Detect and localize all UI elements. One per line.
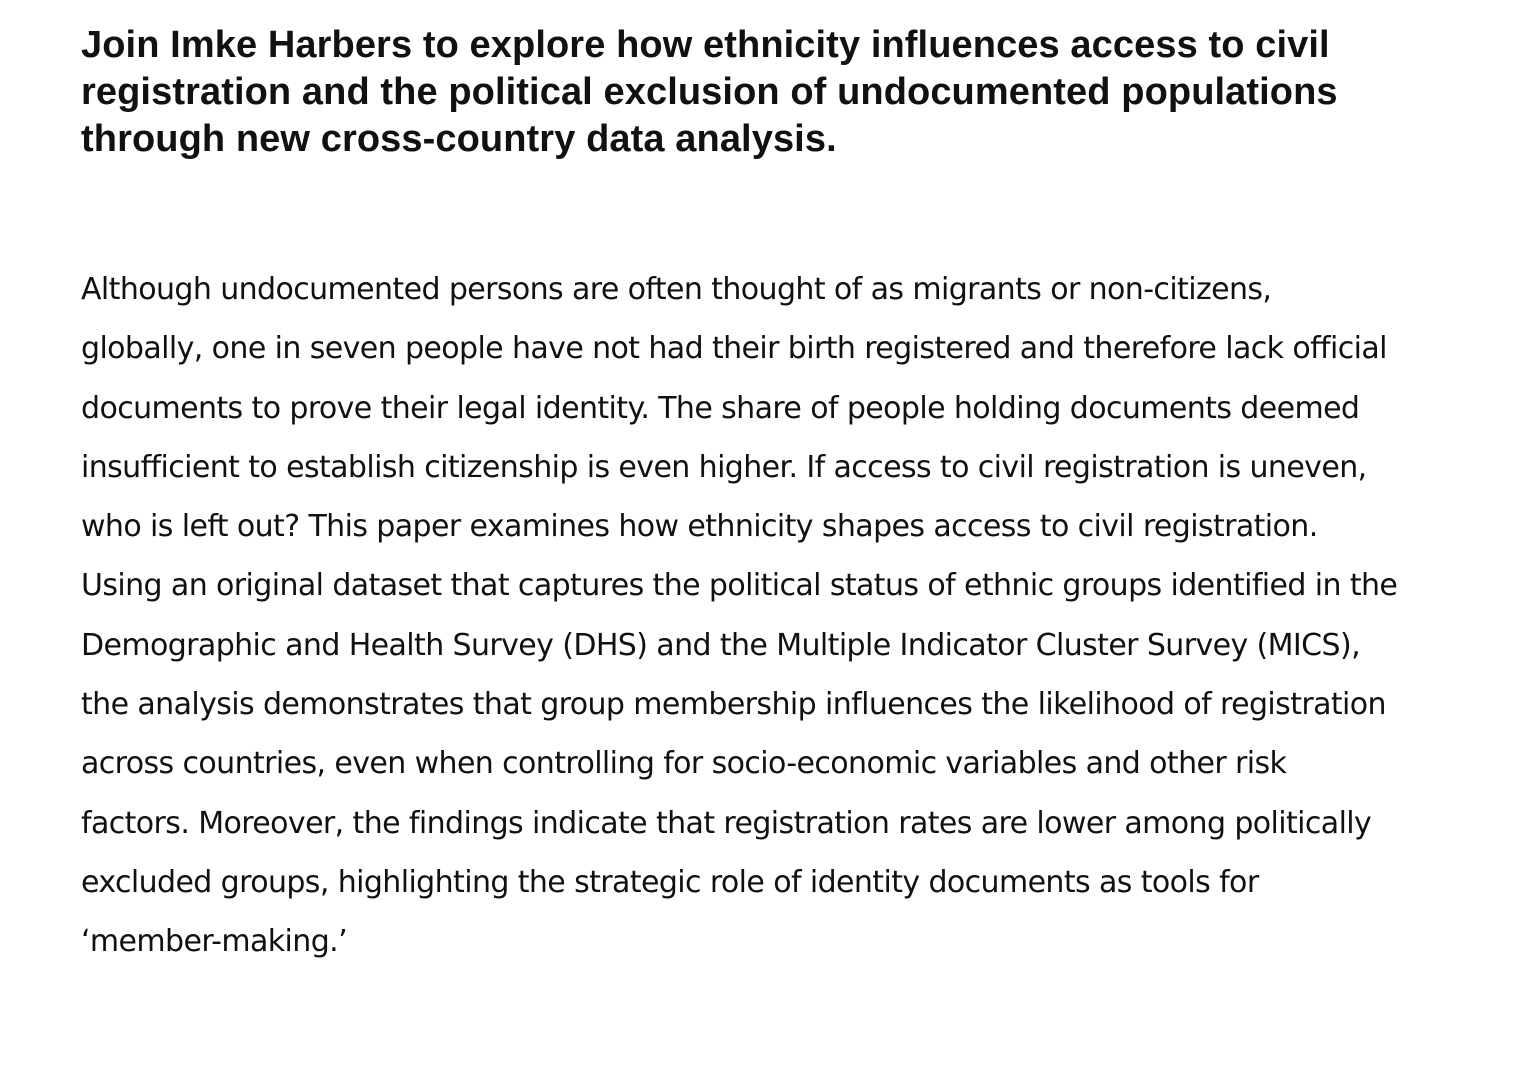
article-content: [81, 22, 1401, 972]
article-abstract: Although undocumented persons are often thought of as migrants or non-citizens, globally, one in seven people have not had their birth registered and therefore lack official documents to prove their legal identity. The share of people holding documents deemed insufficient to establish citizenship is even higher. If access to civil registration is uneven, who is left out? This paper examines how ethnicity shapes access to civil registration. Using an original dataset that captures the political status of ethnic groups identified in the Demographic and Health Survey (DHS) and the Multiple Indicator Cluster Survey (MICS), the analysis demonstrates that group membership influences the likelihood of registration across countries, even when controlling for socio-economic variables and other risk factors. Moreover, the findings indicate that registration rates are lower among politically excluded groups, highlighting the strategic role of identity documents as tools for ‘member-making.’: [81, 272, 1398, 960]
article-lead: Join Imke Harbers to explore how ethnicity influences access to civil registration and the political exclusion of undocumented populations through new cross-country data analysis.: [81, 24, 1338, 160]
